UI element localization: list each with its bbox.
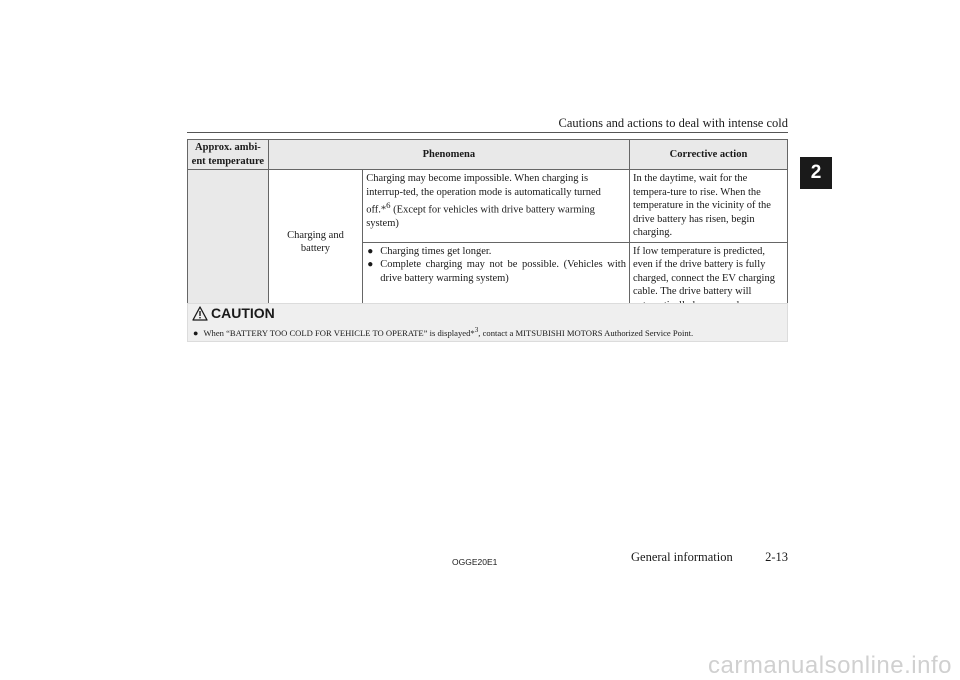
col-header-phenomena: Phenomena [268, 140, 629, 170]
document-code: OGGE20E1 [452, 557, 498, 567]
col-header-temperature-line1: Approx. ambi- [195, 142, 261, 153]
col-header-corrective: Corrective action [629, 140, 787, 170]
list-item: ● Charging times get longer. [366, 245, 626, 259]
phenomena-text-cont: (Except for vehicles with drive battery warming system) [366, 204, 595, 229]
list-item: ● Complete charging may not be possible. (Vehicles with drive battery warming system) [366, 258, 626, 285]
phenomena-bullet-list [366, 245, 626, 286]
corrective-cell: In the daytime, wait for the tempera-ture to rise. When the temperature in the vicinity of the drive battery has risen, begin charging. [629, 170, 787, 243]
footnote-mark: 3 [474, 326, 479, 334]
cold-conditions-table [187, 139, 788, 315]
caution-item [193, 326, 693, 338]
watermark: carmanualsonline.info [708, 652, 952, 679]
bullet-icon: ● [193, 327, 199, 338]
chapter-tab: 2 [800, 157, 832, 189]
phenomena-cell [363, 170, 630, 243]
page-number: 2-13 [765, 550, 788, 564]
caution-text-cont: , contact a MITSUBISHI MOTORS Authorized Service Point. [478, 327, 694, 338]
header-rule [187, 132, 788, 133]
caution-heading [192, 305, 275, 321]
footer-section-name: General information [631, 550, 733, 564]
col-header-temperature [188, 140, 269, 170]
temperature-cell [188, 170, 269, 315]
caution-box [187, 303, 788, 342]
phenomena-text: Charging may become impossible. When charging is interrup-ted, the operation mode is automatically turned off.* [366, 173, 601, 216]
warning-triangle-icon [192, 306, 208, 321]
table-header-row [188, 140, 788, 170]
caution-label: CAUTION [211, 305, 275, 321]
component-cell: Charging and battery [268, 170, 362, 315]
col-header-temperature-line2: ent temperature [191, 155, 265, 167]
page-header-title: Cautions and actions to deal with intense cold [558, 116, 788, 130]
table-row [188, 170, 788, 243]
footnote-mark: 6 [386, 200, 391, 210]
corrective-cell: If low temperature is predicted, even if the drive battery is fully charged, connect the EV charging cable. The drive battery will [629, 242, 787, 315]
caution-text: When “BATTERY TOO COLD FOR VEHICLE TO OPERATE” is displayed* [203, 327, 475, 338]
